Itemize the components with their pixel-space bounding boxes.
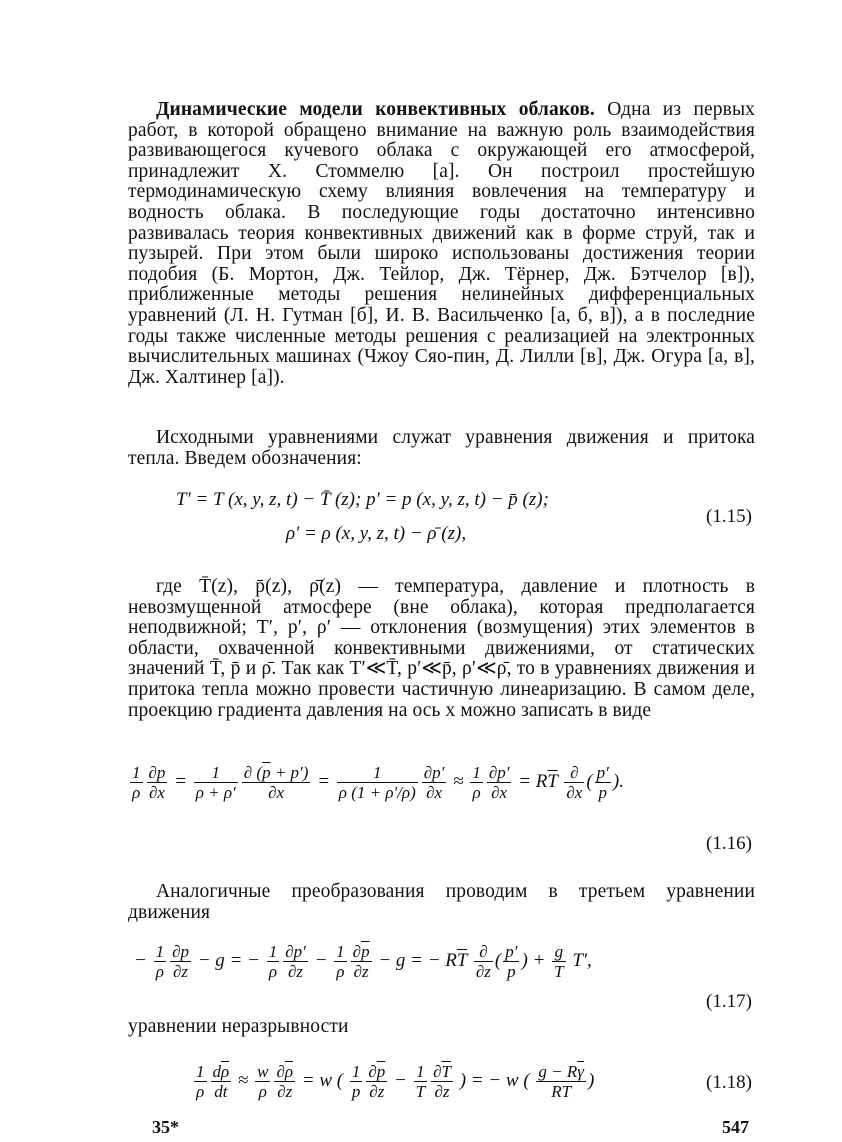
equation-1-17: − $\frac{1}{\rho}$ $\frac{\partial p}{\partial z}$ − g = − $\frac{1}{\rho}$ $\frac{\partial p'}{\partial z}$ − $\frac{1}{\rho}$ $\frac{\partial\overline{p}}{\partial z}$ − g = − $R\overline{T}$ $\frac{\partial}{\partial z}$ ( $\frac{p'}{p}$ ) + $\frac{g}{T}$ T′, xyxy=(134,942,592,981)
equation-1-15-line1: T′ = T (x, y, z, t) − T̄ (z); p′ = p (x, y, z, t) − p̄ (z); xyxy=(176,489,549,510)
paragraph-dynamic-models xyxy=(128,100,755,388)
footer-signature-mark: 35* xyxy=(152,1117,179,1137)
equation-1-16: $\frac{1}{\rho}$ $\frac{\partial p}{\partial x}$ = $\frac{1}{\overline{\rho} + \rho'}$ $\frac{\partial (\overline{p} + p')}{\partial x}$ = $\frac{1}{\overline{\rho} (1 + \rho'/\overline{\rho})}$ $\frac{\partial p'}{\partial x}$ ≈ $\frac{1}{\rho}$ $\frac{\partial p'}{\partial x}$ = $R\overline{T}$ $\frac{\partial}{\partial x}$ ( $\frac{p'}{p}$ ). xyxy=(132,763,624,802)
paragraph-continuity xyxy=(128,1017,755,1038)
paragraph-text: Исходными уравнениями служат уравнения движения и притока тепла. Введем обозначения: xyxy=(128,427,755,469)
paragraph-body: Одна из первых работ, в которой обращено внимание на важную роль взаимодействия развивающегося кучевого облака с окружающей его атмосферой, принадлежит Х. Стоммелю [а]. Он построил простейшую термодинамическую схему влияния вовлечения на температуру и водность облака. В последующие годы достаточно интенсивно развивалась теория конвективных движений как в форме струй, так и пузырей. При этом были широко использованы достижения теории подобия (Б. Мортон, Дж. Тейлор, Дж. Тёрнер, Дж. Бэтчелор [в]), приближенные методы решения нелинейных дифференциальных уравнений (Л. Н. Гутман [б], И. В. Васильченко [а, б, в]), а в последние годы также численные методы решения с реализацией на электронных вычислительных машинах (Чжоу Сяо-пин, Д. Лилли [в], Дж. Огура [а, в], Дж. Халтинер [а]). xyxy=(128,99,755,388)
equation-number: (1.16) xyxy=(706,833,752,854)
equation-1-18: $\frac{1}{\rho}$ $\frac{d\overline{\rho}}{dt}$ ≈ $\frac{w}{\rho}$ $\frac{\partial\overline{\rho}}{\partial z}$ = w ( $\frac{1}{p}$ $\frac{\partial\overline{p}}{\partial z}$ − $\frac{1}{T}$ $\frac{\partial\overline{T}}{\partial z}$ ) = − w ( $\frac{g - R\overline{\gamma}}{R\overline{T}}$ ) xyxy=(196,1062,595,1101)
paragraph-equations-intro xyxy=(128,428,755,469)
equation-number: (1.17) xyxy=(706,991,752,1012)
equation-number: (1.18) xyxy=(706,1072,752,1093)
paragraph-text: уравнении неразрывности xyxy=(128,1016,349,1037)
section-title: Динамические модели конвективных облаков. xyxy=(156,99,595,120)
paragraph-text: где T̄(z), p̄(z), ρ̄(z) — температура, давление и плотность в невозмущенной атмосфере (вне облака), которая предполагается неподвижной; T′, p′, ρ′ — отклонения (возмущения) этих элементов в области, охваченной конвективными движениями, от статических значений T̄, p̄ и ρ̄. Так как T′≪T̄, p′≪p̄, ρ′≪ρ̄, то в уравнениях движения и притока тепла можно провести частичную линеаризацию. В самом деле, проекцию градиента давления на ось x можно записать в виде xyxy=(128,576,755,721)
paragraph-text: Аналогичные преобразования проводим в третьем уравнении движения xyxy=(128,881,755,923)
page-number: 547 xyxy=(722,1117,749,1137)
paragraph-linearization xyxy=(128,577,755,721)
paragraph-third-equation xyxy=(128,882,755,923)
equation-number: (1.15) xyxy=(706,506,752,527)
equation-1-15-line2: ρ′ = ρ (x, y, z, t) − ρ̄ (z), xyxy=(286,523,467,544)
